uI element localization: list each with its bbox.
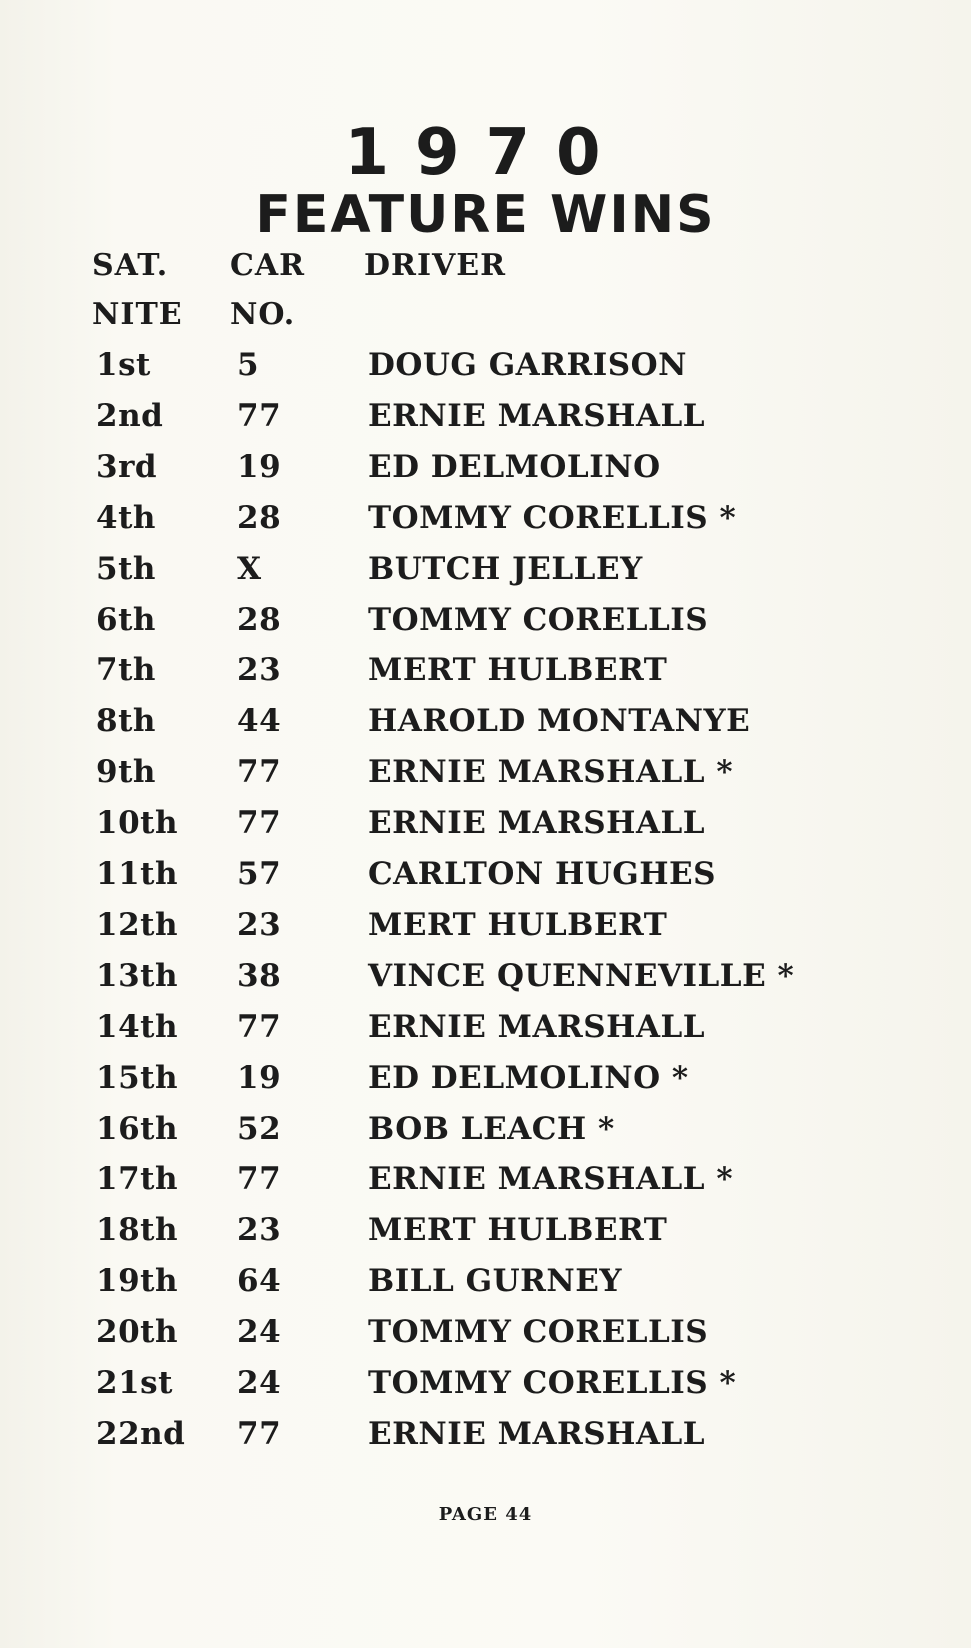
row-car-number: 77 (237, 754, 282, 791)
row-nite: 15th (96, 1059, 178, 1096)
row-nite: 11th (96, 856, 178, 892)
table-row (0, 854, 971, 904)
row-nite: 17th (96, 1161, 178, 1198)
row-driver: MERT HULBERT (368, 906, 668, 943)
row-nite: 22nd (96, 1415, 186, 1452)
row-driver: BUTCH JELLEY (368, 550, 643, 587)
row-car-number: 52 (237, 1110, 282, 1147)
row-car-number: 19 (237, 1059, 282, 1096)
row-nite: 19th (96, 1263, 178, 1300)
row-nite: 9th (96, 754, 156, 791)
header-nite: NITE (92, 297, 183, 332)
row-car-number: 23 (237, 906, 282, 943)
table-row (0, 1058, 971, 1108)
row-car-number: 77 (237, 397, 282, 434)
row-driver: ERNIE MARSHALL (368, 805, 706, 842)
row-car-number: 77 (237, 1008, 282, 1045)
table-row (0, 447, 971, 497)
row-car-number: 5 (237, 347, 260, 383)
table-row (0, 1414, 971, 1464)
row-driver: VINCE QUENNEVILLE * (368, 957, 795, 994)
row-car-number: 24 (237, 1314, 282, 1351)
row-driver: MERT HULBERT (368, 1212, 668, 1249)
table-row (0, 498, 971, 548)
row-driver: TOMMY CORELLIS * (368, 499, 737, 536)
row-car-number: 64 (237, 1263, 282, 1300)
table-row (0, 905, 971, 955)
row-driver: TOMMY CORELLIS (368, 1314, 709, 1351)
row-car-number: X (237, 550, 262, 587)
row-driver: MERT HULBERT (368, 652, 668, 689)
row-driver: DOUG GARRISON (368, 347, 687, 383)
row-nite: 7th (96, 652, 156, 689)
row-driver: TOMMY CORELLIS (368, 601, 709, 638)
table-row (0, 1312, 971, 1362)
table-row (0, 345, 971, 395)
table-row (0, 650, 971, 700)
header-no: NO. (230, 297, 296, 332)
row-driver: ERNIE MARSHALL (368, 1008, 706, 1045)
row-car-number: 77 (237, 805, 282, 842)
row-car-number: 44 (237, 703, 282, 740)
table-row (0, 1159, 971, 1209)
row-nite: 1st (96, 347, 151, 383)
table-row (0, 396, 971, 446)
row-driver: TOMMY CORELLIS * (368, 1365, 737, 1401)
row-driver: ERNIE MARSHALL * (368, 1161, 734, 1198)
row-nite: 6th (96, 601, 156, 638)
row-car-number: 77 (237, 1415, 282, 1452)
row-driver: ERNIE MARSHALL (368, 397, 706, 434)
row-car-number: 23 (237, 652, 282, 689)
row-driver: ED DELMOLINO (368, 448, 661, 485)
row-nite: 5th (96, 550, 156, 587)
row-car-number: 28 (237, 499, 282, 536)
row-nite: 3rd (96, 448, 158, 485)
row-driver: ED DELMOLINO * (368, 1059, 689, 1096)
table-row (0, 549, 971, 599)
table-row (0, 1261, 971, 1311)
title-subtitle: FEATURE WINS (255, 185, 716, 245)
row-car-number: 38 (237, 957, 282, 994)
row-driver: ERNIE MARSHALL * (368, 754, 734, 791)
row-car-number: 19 (237, 448, 282, 485)
table-row (0, 1363, 971, 1413)
row-car-number: 28 (237, 601, 282, 638)
row-nite: 14th (96, 1008, 178, 1045)
row-nite: 12th (96, 906, 178, 943)
row-driver: HAROLD MONTANYE (368, 703, 751, 740)
header-sat: SAT. (92, 248, 169, 283)
row-car-number: 57 (237, 856, 282, 892)
row-car-number: 23 (237, 1212, 282, 1249)
table-row (0, 1109, 971, 1159)
row-car-number: 77 (237, 1161, 282, 1198)
table-row (0, 803, 971, 853)
row-nite: 20th (96, 1314, 178, 1351)
row-nite: 13th (96, 957, 178, 994)
row-nite: 8th (96, 703, 156, 740)
row-car-number: 24 (237, 1365, 282, 1401)
row-driver: ERNIE MARSHALL (368, 1415, 706, 1452)
table-row (0, 752, 971, 802)
row-driver: CARLTON HUGHES (368, 856, 717, 892)
row-nite: 2nd (96, 397, 164, 434)
page-number: PAGE 44 (438, 1504, 533, 1525)
row-driver: BILL GURNEY (368, 1263, 622, 1300)
table-row (0, 1210, 971, 1260)
row-driver: BOB LEACH * (368, 1110, 615, 1147)
row-nite: 10th (96, 805, 178, 842)
table-row (0, 1007, 971, 1057)
table-row (0, 701, 971, 751)
row-nite: 16th (96, 1110, 178, 1147)
header-driver: DRIVER (364, 248, 507, 283)
row-nite: 21st (96, 1365, 173, 1401)
table-row (0, 956, 971, 1006)
row-nite: 18th (96, 1212, 178, 1249)
row-nite: 4th (96, 499, 156, 536)
header-car: CAR (230, 248, 306, 283)
table-row (0, 600, 971, 650)
title-year: 1970 (344, 116, 627, 190)
